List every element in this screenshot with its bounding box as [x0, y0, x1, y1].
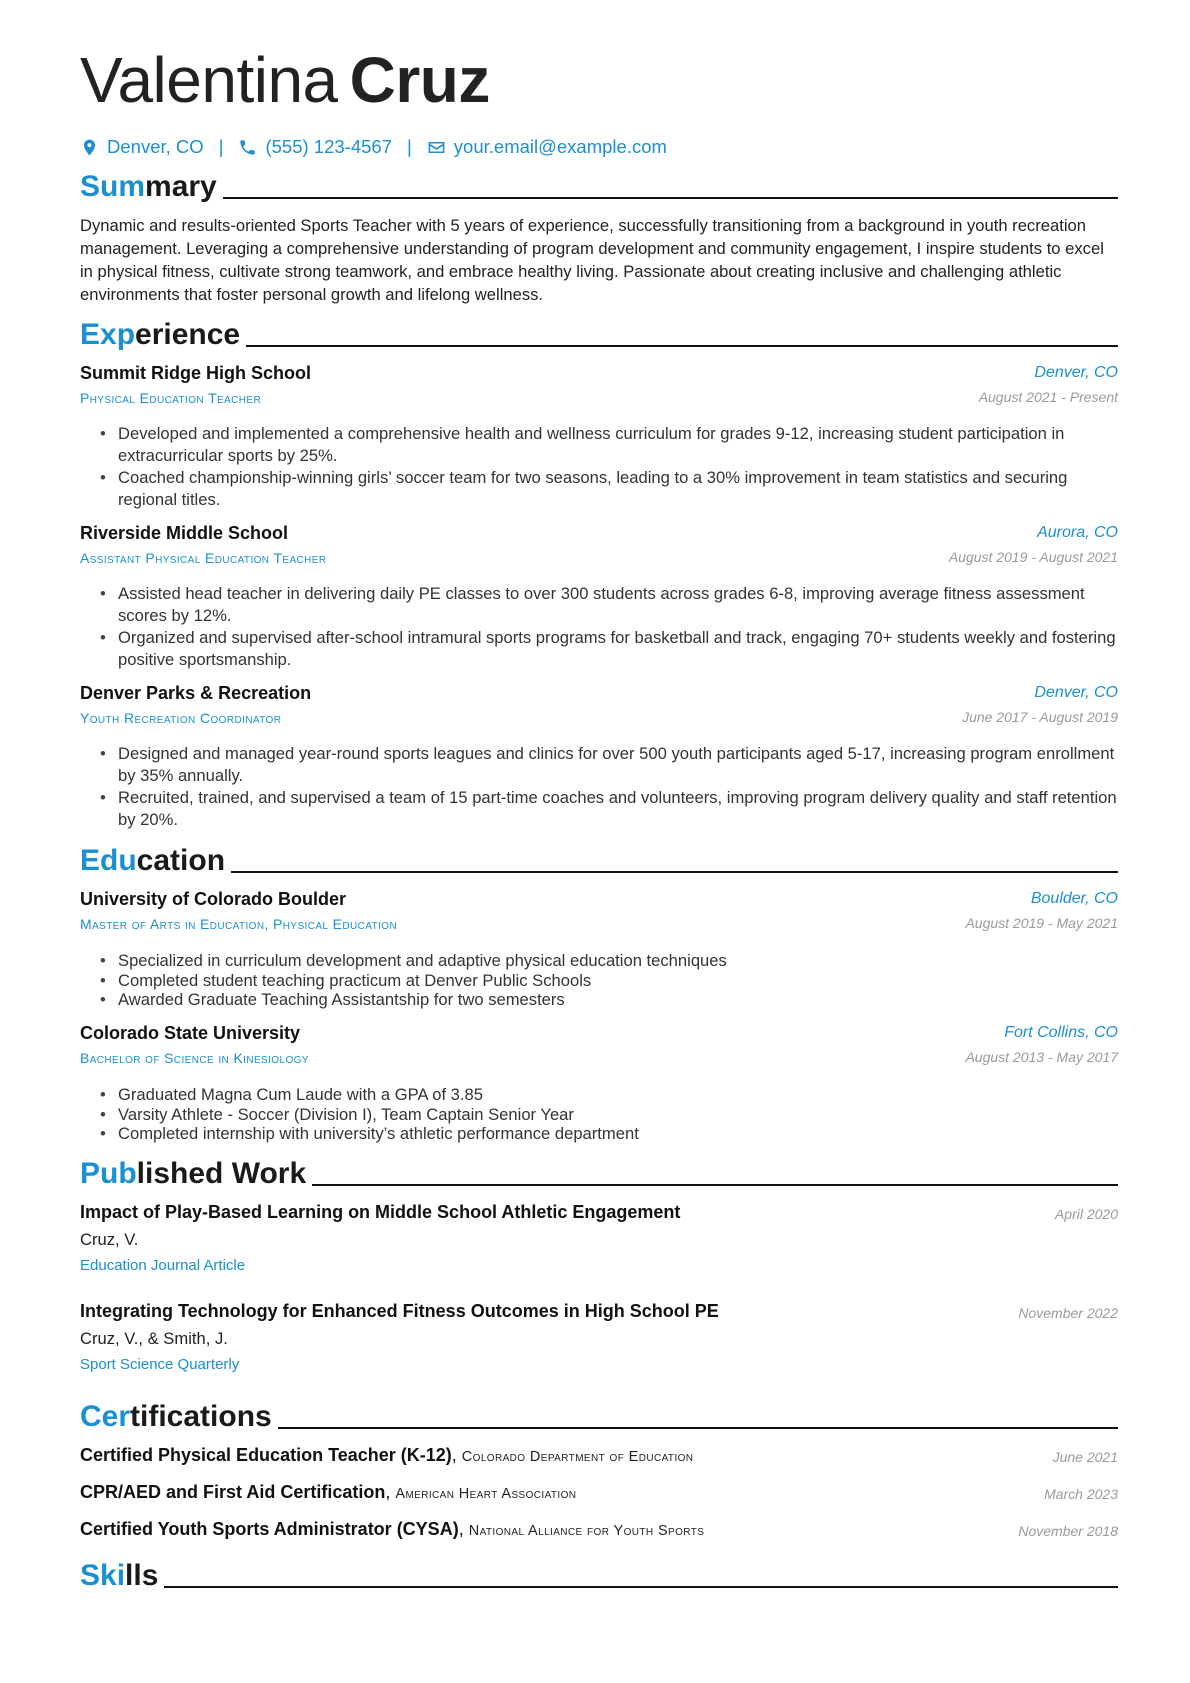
bullet-item: • Completed internship with university’s athletic performance department — [98, 1124, 1118, 1144]
certification-date: March 2023 — [1044, 1486, 1118, 1502]
publication-date: April 2020 — [1054, 1206, 1118, 1222]
email-link[interactable]: your.email@example.com — [453, 136, 667, 157]
certification-item — [80, 1482, 576, 1503]
section-title-accent: Edu — [80, 844, 137, 877]
education-dates: August 2013 - May 2017 — [965, 1049, 1118, 1065]
experience-bullets — [98, 743, 1118, 831]
education-bullets — [98, 1085, 1118, 1144]
section-title-accent: Ski — [80, 1559, 126, 1592]
education-dates: August 2019 - May 2021 — [965, 915, 1118, 931]
certification-separator: , — [458, 1519, 469, 1539]
section-title — [80, 1400, 272, 1434]
contact-separator: | — [218, 136, 224, 157]
section-title-rest: mary — [145, 170, 217, 203]
contact-line — [80, 134, 667, 160]
publication-authors: Cruz, V. — [80, 1230, 139, 1249]
section-title-accent: Cer — [80, 1400, 131, 1433]
certifications-section-heading — [80, 1394, 1118, 1434]
experience-org: Denver Parks & Recreation — [80, 683, 312, 703]
experience-location: Aurora, CO — [1037, 524, 1118, 541]
publication-venue: Education Journal Article — [80, 1257, 246, 1274]
published-work-section-heading — [80, 1151, 1118, 1191]
publication-venue: Sport Science Quarterly — [80, 1356, 240, 1373]
contact-separator: | — [406, 136, 412, 157]
section-rule — [223, 197, 1118, 199]
candidate-name — [80, 40, 490, 120]
experience-dates: August 2019 - August 2021 — [948, 549, 1118, 565]
last-name: Cruz — [349, 44, 490, 116]
summary-section-heading — [80, 164, 1118, 204]
skills-section-heading — [80, 1553, 1118, 1593]
envelope-icon — [427, 138, 446, 157]
phone-icon — [238, 138, 257, 157]
section-title-rest: lls — [125, 1559, 159, 1592]
experience-section-heading — [80, 312, 1118, 352]
experience-org: Riverside Middle School — [80, 523, 289, 543]
section-title-rest: cation — [136, 844, 226, 877]
certification-name: Certified Physical Education Teacher (K-12) — [80, 1445, 452, 1465]
summary-text: Dynamic and results-oriented Sports Teacher with 5 years of experience, successfully transitioning from a background in youth recreation management. Leveraging a comprehensive understanding of program development and community engagement, I inspire students to excel in physical fitness, cultivate strong teamwork, and embrace healthy living. Passionate about creating inclusive and challenging athletic environments that foster personal growth and lifelong wellness. — [80, 216, 1104, 304]
section-rule — [278, 1427, 1118, 1429]
section-title — [80, 170, 217, 204]
certification-item — [80, 1519, 704, 1540]
certification-item — [80, 1445, 693, 1466]
section-title-accent: Exp — [80, 318, 136, 351]
experience-bullets — [98, 423, 1118, 511]
education-degree: Bachelor of Science in Kinesiology — [80, 1050, 309, 1066]
publication-title: Integrating Technology for Enhanced Fitness Outcomes in High School PE — [80, 1301, 719, 1321]
publication-authors: Cruz, V., & Smith, J. — [80, 1329, 228, 1348]
section-title-accent: Sum — [80, 170, 146, 203]
education-location: Fort Collins, CO — [1004, 1024, 1118, 1041]
first-name: Valentina — [80, 44, 338, 116]
bullet-item: • Coached championship-winning girls’ soccer team for two seasons, leading to a 30% improvement in team statistics and securing regional titles. — [98, 467, 1118, 511]
section-title — [80, 1157, 306, 1191]
experience-dates: August 2021 - Present — [978, 389, 1118, 405]
section-title-rest: erience — [135, 318, 241, 351]
education-section-heading — [80, 838, 1118, 878]
contact-email[interactable] — [427, 136, 667, 158]
contact-phone[interactable] — [238, 136, 392, 158]
bullet-item: • Specialized in curriculum development and adaptive physical education techniques — [98, 951, 1118, 971]
phone-text: (555) 123-4567 — [265, 136, 392, 157]
certification-issuer: National Alliance for Youth Sports — [468, 1523, 705, 1539]
bullet-item: • Organized and supervised after-school intramural sports programs for basketball and track, engaging 70+ students weekly and fostering positive sportsmanship. — [98, 627, 1118, 671]
experience-role: Physical Education Teacher — [80, 390, 262, 406]
bullet-item: • Developed and implemented a comprehensive health and wellness curriculum for grades 9-12, increasing student participation in extracurricular sports by 25%. — [98, 423, 1118, 467]
bullet-item: • Assisted head teacher in delivering daily PE classes to over 300 students across grades 6-8, improving average fitness assessment scores by 12%. — [98, 583, 1118, 627]
certification-name: CPR/AED and First Aid Certification — [80, 1482, 386, 1502]
map-marker-icon — [80, 138, 99, 157]
bullet-item: • Recruited, trained, and supervised a team of 15 part-time coaches and volunteers, improving program delivery quality and staff retention by 20%. — [98, 787, 1118, 831]
experience-dates: June 2017 - August 2019 — [962, 709, 1118, 725]
section-title — [80, 318, 240, 352]
section-title-rest: lished Work — [136, 1157, 307, 1190]
experience-location: Denver, CO — [1034, 684, 1118, 701]
experience-bullets — [98, 583, 1118, 671]
section-rule — [164, 1586, 1118, 1588]
contact-location — [80, 136, 204, 158]
section-title — [80, 1559, 158, 1593]
education-school: University of Colorado Boulder — [80, 889, 347, 909]
section-rule — [231, 871, 1118, 873]
section-rule — [246, 345, 1118, 347]
bullet-item: • Completed student teaching practicum at Denver Public Schools — [98, 971, 1118, 991]
publication-title: Impact of Play-Based Learning on Middle School Athletic Engagement — [80, 1202, 681, 1222]
education-school: Colorado State University — [80, 1023, 301, 1043]
certification-name: Certified Youth Sports Administrator (CYSA) — [80, 1519, 459, 1539]
experience-role: Assistant Physical Education Teacher — [80, 550, 327, 566]
bullet-item: • Designed and managed year-round sports leagues and clinics for over 500 youth participants aged 5-17, increasing program enrollment by 35% annually. — [98, 743, 1118, 787]
experience-location: Denver, CO — [1034, 364, 1118, 381]
section-title-accent: Pub — [80, 1157, 137, 1190]
location-text: Denver, CO — [107, 136, 204, 157]
certification-date: November 2018 — [1018, 1523, 1118, 1539]
education-bullets — [98, 951, 1118, 1010]
certification-separator: , — [385, 1482, 396, 1502]
certification-date: June 2021 — [1052, 1449, 1118, 1465]
experience-org: Summit Ridge High School — [80, 363, 312, 383]
bullet-item: • Graduated Magna Cum Laude with a GPA of 3.85 — [98, 1085, 1118, 1105]
certification-separator: , — [451, 1445, 462, 1465]
education-degree: Master of Arts in Education, Physical Education — [80, 916, 398, 932]
publication-date: November 2022 — [1018, 1305, 1118, 1321]
section-title-rest: tifications — [130, 1400, 272, 1433]
certification-issuer: Colorado Department of Education — [461, 1449, 694, 1465]
section-rule — [312, 1184, 1118, 1186]
education-location: Boulder, CO — [1030, 890, 1118, 907]
section-title — [80, 844, 225, 878]
experience-role: Youth Recreation Coordinator — [80, 710, 282, 726]
bullet-item: • Varsity Athlete - Soccer (Division I), Team Captain Senior Year — [98, 1105, 1118, 1125]
bullet-item: • Awarded Graduate Teaching Assistantship for two semesters — [98, 990, 1118, 1010]
certification-issuer: American Heart Association — [395, 1486, 577, 1502]
